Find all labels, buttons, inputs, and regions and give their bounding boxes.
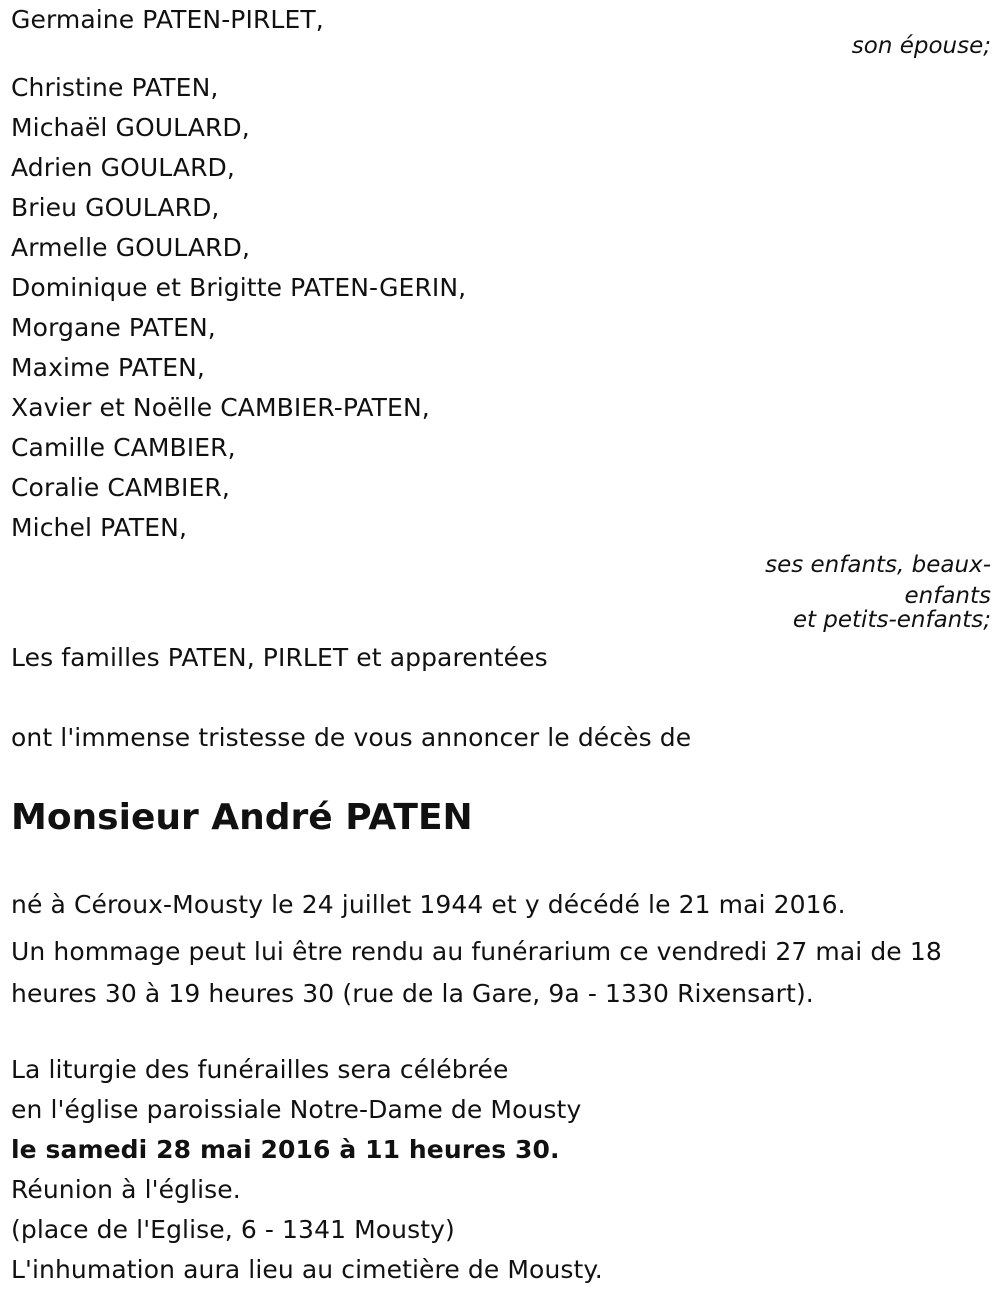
- funeral-line-2: en l'église paroissiale Notre-Dame de Mousty: [11, 1095, 582, 1124]
- tribute-line-1: Un hommage peut lui être rendu au funérarium ce vendredi 27 mai de 18: [11, 937, 942, 966]
- list-item: Brieu GOULARD,: [11, 193, 220, 222]
- funeral-line-4: Réunion à l'église.: [11, 1175, 241, 1204]
- list-item: Camille CAMBIER,: [11, 433, 236, 462]
- tribute-line-2: heures 30 à 19 heures 30 (rue de la Gare, 9a - 1330 Rixensart).: [11, 979, 814, 1008]
- list-item: Xavier et Noëlle CAMBIER-PATEN,: [11, 393, 430, 422]
- list-item: Coralie CAMBIER,: [11, 473, 230, 502]
- children-list: [11, 68, 991, 548]
- spouse-name: Germaine PATEN-PIRLET,: [11, 5, 324, 34]
- list-item: Morgane PATEN,: [11, 313, 216, 342]
- funeral-date-time: le samedi 28 mai 2016 à 11 heures 30.: [11, 1135, 560, 1164]
- list-item: Michel PATEN,: [11, 513, 188, 542]
- list-item: Dominique et Brigitte PATEN-GERIN,: [11, 273, 467, 302]
- list-item: Armelle GOULARD,: [11, 233, 251, 262]
- children-relation: [11, 546, 991, 632]
- deceased-name: Monsieur André PATEN: [11, 797, 473, 838]
- children-relation-line-2: enfants: [904, 583, 991, 609]
- funeral-line-1: La liturgie des funérailles sera célébrée: [11, 1055, 509, 1084]
- children-relation-line-3: et petits-enfants;: [792, 607, 991, 633]
- list-item: Adrien GOULARD,: [11, 153, 235, 182]
- burial-line: L'inhumation aura lieu au cimetière de Mousty.: [11, 1255, 603, 1284]
- obituary-notice: [11, 0, 991, 1290]
- children-relation-line-1: ses enfants, beaux-: [765, 552, 991, 578]
- birth-death-line: né à Céroux-Mousty le 24 juillet 1944 et y décédé le 21 mai 2016.: [11, 890, 846, 919]
- list-item: Maxime PATEN,: [11, 353, 205, 382]
- spouse-relation: son épouse;: [851, 33, 991, 59]
- list-item: Christine PATEN,: [11, 73, 219, 102]
- families-line: Les familles PATEN, PIRLET et apparentées: [11, 643, 548, 672]
- list-item: Michaël GOULARD,: [11, 113, 250, 142]
- funeral-address: (place de l'Eglise, 6 - 1341 Mousty): [11, 1215, 455, 1244]
- announcement-line: ont l'immense tristesse de vous annoncer le décès de: [11, 723, 692, 752]
- funeral-details: [11, 1050, 991, 1290]
